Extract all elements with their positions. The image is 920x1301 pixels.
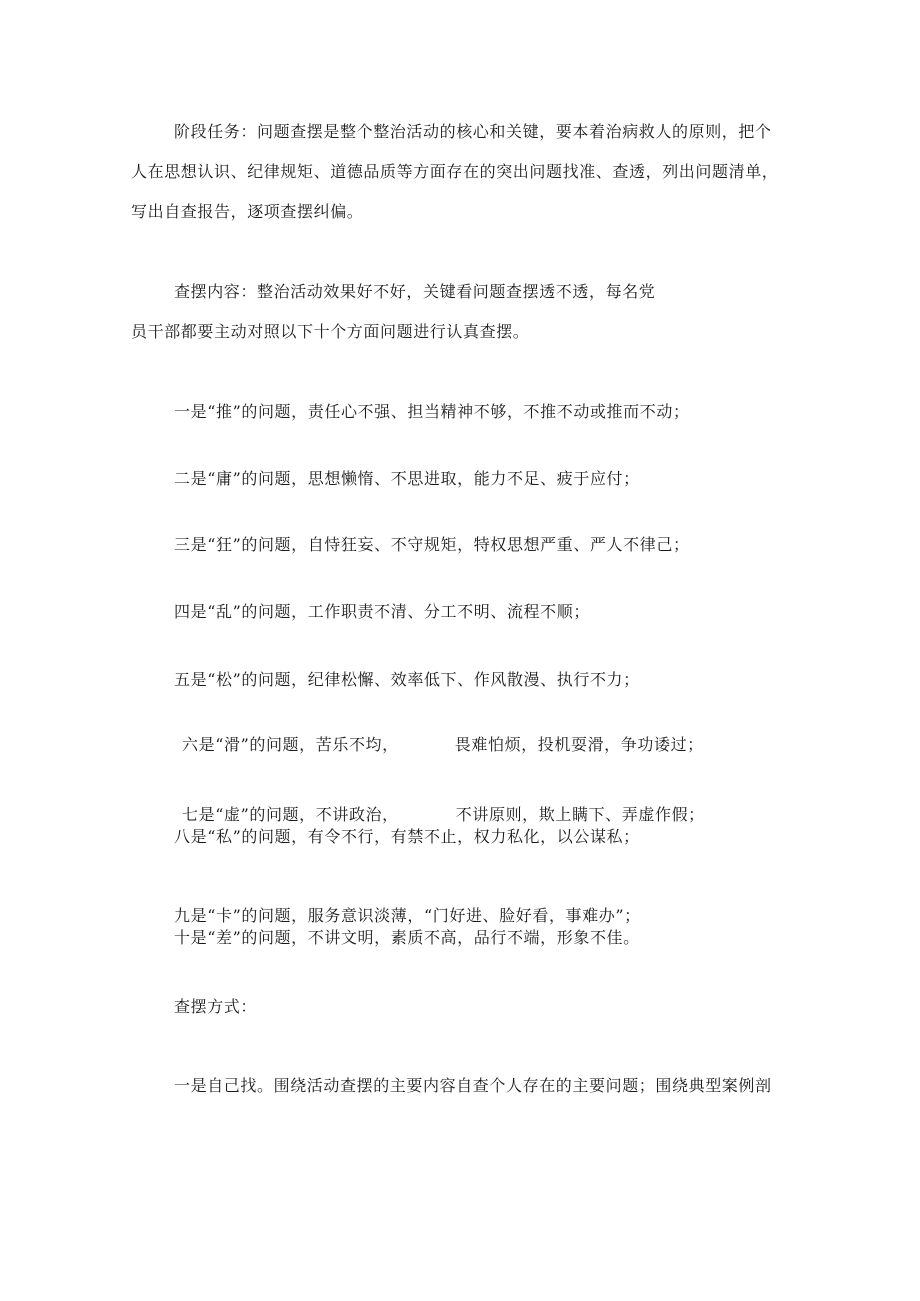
problem-7-part-2: 不讲原则，欺上瞒下、弄虚作假； [455,805,705,824]
problem-2: 二是“庸”的问题，思想懒惰、不思进取，能力不足、疲于应付； [174,469,640,488]
problem-5: 五是“松”的问题，纪律松懈、效率低下、作风散漫、执行不力； [174,670,640,689]
problem-6 [182,735,704,755]
problem-7-part-1: 七是“虚”的问题，不讲政治， [182,805,399,824]
method-heading: 查摆方式： [174,997,258,1016]
problem-1: 一是“推”的问题，责任心不强、担当精神不够，不推不动或推而不动； [174,402,690,421]
stage-task-line-1: 阶段任务：问题查摆是整个整治活动的核心和关键，要本着治病救人的原则，把个 [174,122,772,141]
check-content-line-1: 查摆内容：整治活动效果好不好，关键看问题查摆透不透，每名党 [174,282,656,301]
problem-4: 四是“乱”的问题，工作职责不清、分工不明、流程不顺； [174,602,590,621]
problem-9: 九是“卡”的问题，服务意识淡薄，“门好进、脸好看，事难办”； [174,906,641,925]
stage-task-line-2: 人在思想认识、纪律规矩、道德品质等方面存在的突出问题找准、查透，列出问题清单， [131,162,779,181]
problem-6-part-2: 畏难怕烦，投机耍滑，争功诿过； [454,735,704,754]
stage-task-line-3: 写出自查报告，逐项查摆纠偏。 [131,202,364,221]
check-content-line-2: 员干部都要主动对照以下十个方面问题进行认真查摆。 [131,322,530,341]
method-line-1: 一是自己找。围绕活动查摆的主要内容自查个人存在的主要问题；围绕典型案例剖 [174,1076,772,1095]
problem-8: 八是“私”的问题，有令不行，有禁不止，权力私化，以公谋私； [174,827,640,846]
problem-10: 十是“差”的问题，不讲文明，素质不高，品行不端，形象不佳。 [174,928,640,947]
problem-6-part-1: 六是“滑”的问题，苦乐不均， [182,735,399,754]
problem-3: 三是“狂”的问题，自恃狂妄、不守规矩，特权思想严重、严人不律己； [174,535,690,554]
problem-7 [182,805,705,825]
